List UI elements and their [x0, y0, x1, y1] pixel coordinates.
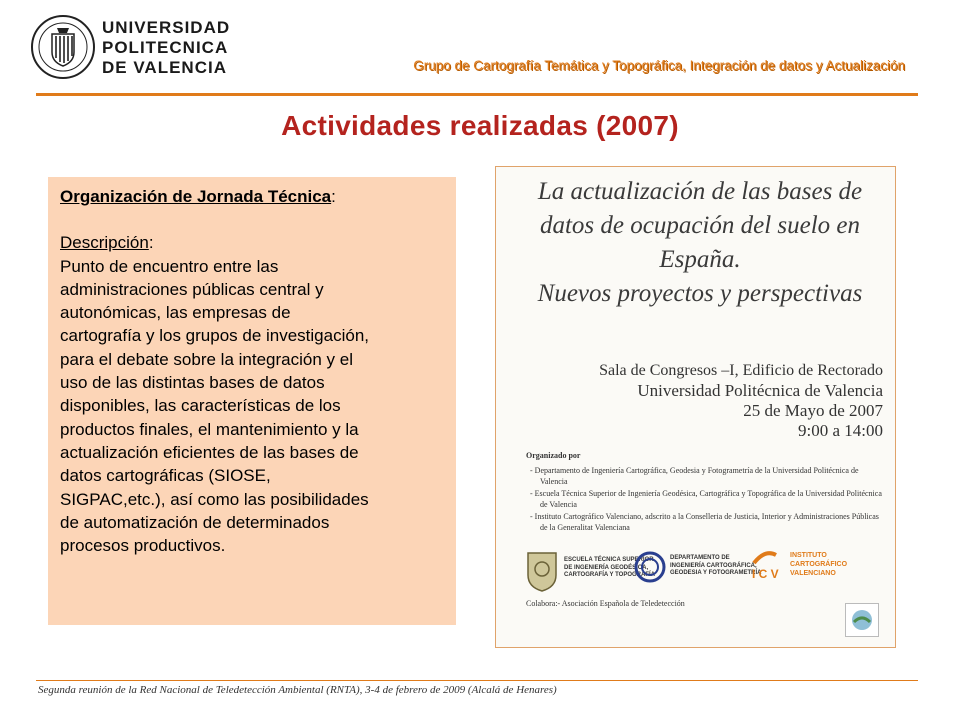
poster-title-line: La actualización de las bases de: [537, 178, 863, 205]
university-name: [102, 18, 230, 78]
footer-divider: [36, 680, 918, 681]
university-name-line: DE VALENCIA: [102, 58, 227, 77]
university-logo: [30, 14, 231, 80]
description-line: Punto de encuentro entre las: [60, 256, 279, 276]
icv-letters: I C V: [752, 567, 779, 581]
school-name-line: CARTOGRAFÍA Y TOPOGRAFÍA: [564, 572, 656, 578]
footer-text: Segunda reunión de la Red Nacional de Teledetección Ambiental (RNTA), 3-4 de febrero de 2009 (Alcalá de Henares): [38, 684, 557, 696]
poster-organizer-item: - Departamento de Ingeniería Cartográfica, Geodesia y Fotogrametría de la Universidad Politécnica de Valencia: [530, 465, 859, 486]
university-seal-icon: [30, 14, 96, 80]
event-poster: [495, 166, 896, 648]
activity-heading-text: Organización de Jornada Técnica: [60, 187, 332, 206]
description-label-suffix: :: [148, 233, 154, 253]
school-crest-icon: [524, 549, 560, 593]
poster-venue: [599, 361, 883, 441]
poster-organizer-item: - Instituto Cartográfico Valenciano, adscrito a la Conselleria de Justicia, Interior y Administraciones Públicas de la Generalitat Valenciana: [530, 511, 879, 532]
university-name-line: POLITECNICA: [102, 38, 229, 57]
poster-title-line: datos de ocupación del suelo en: [539, 212, 861, 239]
poster-organizers: [526, 450, 886, 534]
description-line: autonómicas, las empresas de: [60, 303, 291, 323]
description-line: para el debate sobre la integración y el: [60, 349, 353, 369]
icv-swoosh-icon: [752, 549, 778, 567]
poster-logos: [524, 545, 864, 599]
department-name-line: DEPARTAMENTO DE: [670, 555, 730, 561]
description-line: SIGPAC,etc.), así como las posibilidades: [60, 489, 369, 509]
header-divider: [36, 93, 918, 96]
activity-heading-suffix: :: [331, 187, 336, 206]
poster-organizer-item: - Escuela Técnica Superior de Ingeniería Geodésica, Cartográfica y Topográfica de la Universidad Politécnica de Valencia: [530, 488, 882, 509]
poster-time: 9:00 a 14:00: [798, 421, 883, 440]
icv-name-line: VALENCIANO: [790, 570, 836, 577]
icv-name-line: INSTITUTO: [790, 552, 827, 559]
university-name-line: UNIVERSIDAD: [102, 18, 231, 37]
poster-title: [520, 175, 880, 311]
school-name-line: DE INGENIERÍA GEODÉSICA,: [564, 564, 649, 571]
department-logo-icon: [634, 551, 666, 583]
department-name-line: INGENIERÍA CARTOGRÁFICA,: [670, 562, 757, 569]
poster-venue-room: Sala de Congresos –I, Edificio de Rectorado: [599, 362, 883, 379]
description-line: cartografía y los grupos de investigación,: [60, 326, 370, 346]
aet-logo-icon: [846, 604, 878, 636]
icv-name-line: CARTOGRÁFICO: [790, 561, 848, 568]
department-name-line: GEODESIA Y FOTOGRAMETRÍA: [670, 570, 762, 576]
page-title: Actividades realizadas (2007): [281, 110, 679, 141]
activity-heading: [60, 185, 444, 208]
poster-venue-university: Universidad Politécnica de Valencia: [637, 381, 883, 400]
aet-logo: [845, 603, 879, 637]
description-line: procesos productivos.: [60, 536, 226, 556]
description-line: actualización eficientes de las bases de: [60, 442, 359, 462]
description-line: productos finales, el mantenimiento y la: [60, 419, 359, 439]
poster-date: 25 de Mayo de 2007: [743, 401, 883, 420]
group-title: Grupo de Cartografía Temática y Topográfica, Integración de datos y Actualización: [413, 58, 905, 73]
description-label-text: Descripción: [60, 233, 149, 253]
description-line: administraciones públicas central y: [60, 279, 324, 299]
description-body: [60, 255, 444, 558]
description-line: de automatización de determinados: [60, 512, 330, 532]
school-name-line: ESCUELA TÉCNICA SUPERIOR: [564, 557, 654, 563]
icv-name: [790, 551, 847, 578]
poster-title-line: España.: [659, 246, 741, 273]
description-panel: [48, 177, 456, 625]
poster-organized-by: Organizado por: [526, 451, 581, 460]
description-line: disponibles, las características de los: [60, 396, 341, 416]
description-line: uso de las distintas bases de datos: [60, 373, 325, 393]
description-label: [60, 231, 444, 254]
description-line: datos cartográficas (SIOSE,: [60, 466, 271, 486]
poster-collaborator: Colabora:- Asociación Española de Teledetección: [526, 599, 685, 608]
department-name: [670, 555, 761, 578]
poster-title-line: Nuevos proyectos y perspectivas: [537, 280, 863, 307]
